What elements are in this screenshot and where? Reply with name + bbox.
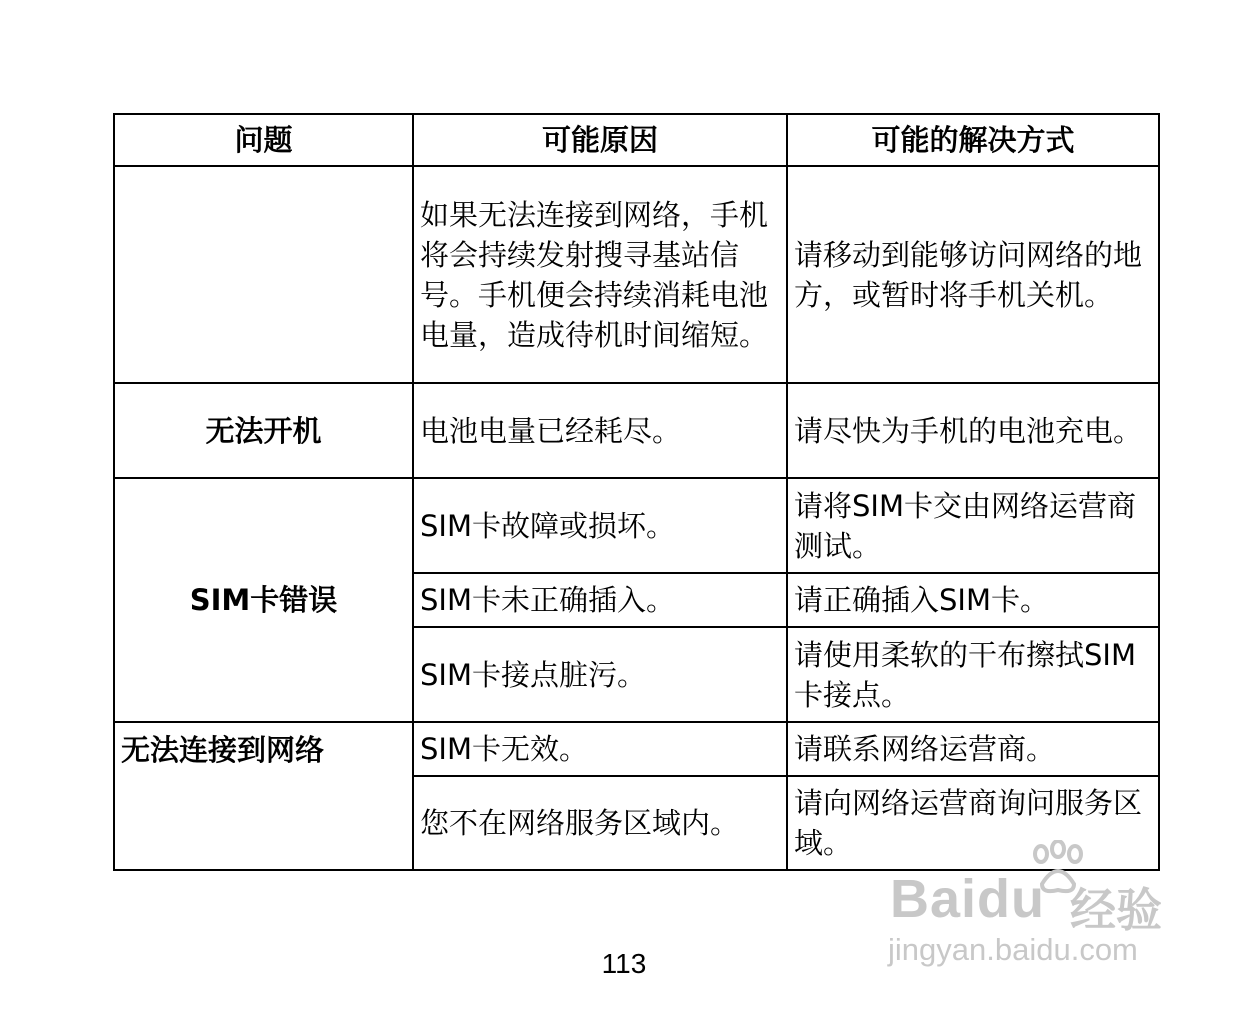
table-row: [114, 166, 1159, 383]
watermark-logo: Baidu: [890, 869, 1046, 929]
header-cause: 可能原因: [413, 114, 787, 166]
solution-cell: 请使用柔软的干布擦拭SIM卡接点。: [787, 627, 1159, 722]
solution-cell: 请联系网络运营商。: [787, 722, 1159, 776]
cause-cell: SIM卡无效。: [413, 722, 787, 776]
solution-cell: 请尽快为手机的电池充电。: [787, 383, 1159, 478]
cause-cell: SIM卡故障或损坏。: [413, 478, 787, 573]
table-row: [114, 478, 1159, 573]
cause-cell: 您不在网络服务区域内。: [413, 776, 787, 870]
page-number: 113: [601, 948, 647, 979]
problem-cell: [114, 166, 413, 383]
solution-cell: 请移动到能够访问网络的地方，或暂时将手机关机。: [787, 166, 1159, 383]
cause-cell: SIM卡未正确插入。: [413, 573, 787, 627]
table-row: [114, 722, 1159, 776]
cause-cell: 电池电量已经耗尽。: [413, 383, 787, 478]
problem-cell: 无法开机: [114, 383, 413, 478]
solution-cell: 请向网络运营商询问服务区域。: [787, 776, 1159, 870]
watermark-url: jingyan.baidu.com: [888, 932, 1138, 967]
header-solution: 可能的解决方式: [787, 114, 1159, 166]
table-row: [114, 383, 1159, 478]
troubleshooting-table: [113, 113, 1160, 871]
table-header-row: [114, 114, 1159, 166]
baidu-jingyan-watermark: [880, 830, 1180, 980]
cause-cell: SIM卡接点脏污。: [413, 627, 787, 722]
solution-cell: 请正确插入SIM卡。: [787, 573, 1159, 627]
watermark-brand: 经验: [1070, 883, 1162, 937]
solution-cell: 请将SIM卡交由网络运营商测试。: [787, 478, 1159, 573]
cause-cell: 如果无法连接到网络，手机将会持续发射搜寻基站信号。手机便会持续消耗电池电量，造成待机时间缩短。: [413, 166, 787, 383]
problem-cell: 无法连接到网络: [114, 722, 413, 870]
header-problem: 问题: [114, 114, 413, 166]
problem-cell: SIM卡错误: [114, 478, 413, 722]
